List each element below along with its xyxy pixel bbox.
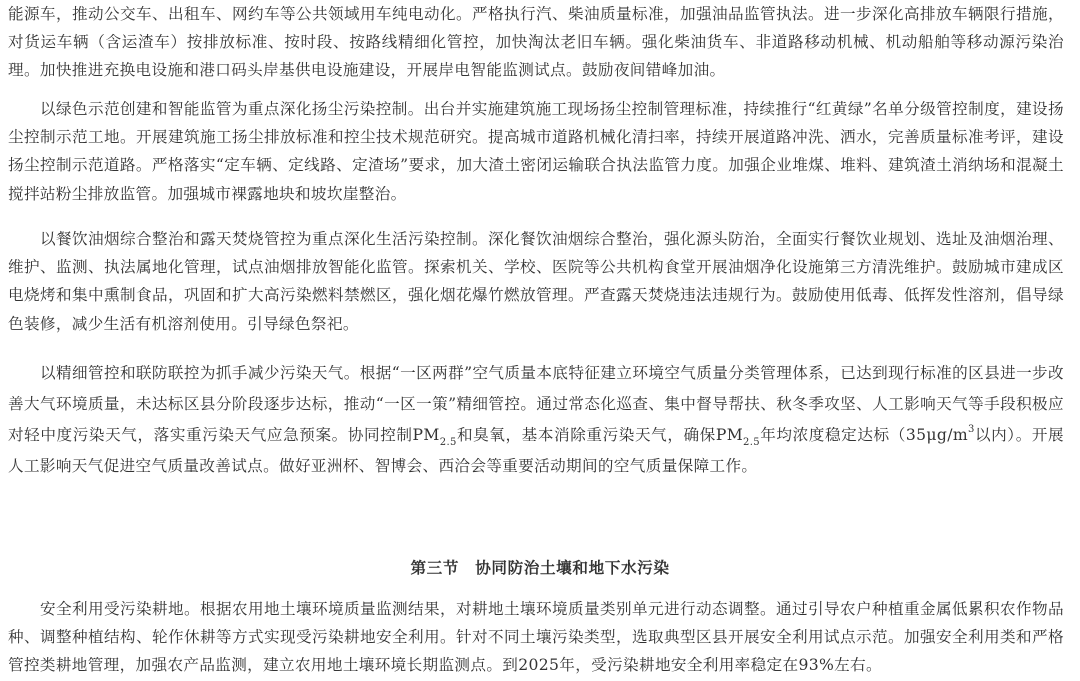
paragraph-text-part: 年均浓度稳定达标（35μg/m — [760, 426, 968, 444]
paragraph-polluted-weather-reduction — [8, 358, 1064, 482]
paragraph-household-pollution-control: 以餐饮油烟综合整治和露天焚烧管控为重点深化生活污染控制。深化餐饮油烟综合整治，强化源头防治，全面实行餐饮业规划、选址及油烟治理、维护、监测、执法属地化管理，试点油烟排放智能化监管。探索机关、学校、医院等公共机构食堂开展油烟净化设施第三方清洗维护。鼓励城市建成区电烧烤和集中熏制食品，巩固和扩大高污染燃料禁燃区，强化烟花爆竹燃放管理。严查露天焚烧违法违规行为。鼓励使用低毒、低挥发性溶剂，倡导绿色装修，减少生活有机溶剂使用。引导绿色祭祀。 — [8, 230, 1064, 333]
paragraph-text-part: 和臭氧，基本消除重污染天气，确保PM — [456, 426, 744, 444]
pm-subscript: 2.5 — [743, 437, 760, 448]
section-heading: 第三节 协同防治土壤和地下水污染 — [410, 558, 670, 577]
pm-subscript: 2.5 — [439, 437, 457, 448]
unit-superscript: 3 — [967, 424, 975, 435]
paragraph-polluted-farmland-use: 安全利用受污染耕地。根据农用地土壤环境质量监测结果，对耕地土壤环境质量类别单元进行动态调整。通过引导农户种植重金属低累积农作物品种、调整种植结构、轮作休耕等方式实现受污染耕地安全利用。针对不同土壤污染类型，选取典型区县开展安全利用试点示范。加强安全利用类和严格管控类耕地管理，加强农产品监测，建立农用地土壤环境长期监测点。到2025年，受污染耕地安全利用率稳定在93%左右。 — [8, 600, 1064, 675]
paragraph-mobile-source-pollution: 能源车，推动公交车、出租车、网约车等公共领域用车纯电动化。严格执行汽、柴油质量标准，加强油品监管执法。进一步深化高排放车辆限行措施，对货运车辆（含运渣车）按排放标准、按时段、按路线精细化管控，加快淘汰老旧车辆。强化柴油货车、非道路移动机械、机动船舶等移动源污染治理。加快推进充换电设施和港口码头岸基供电设施建设，开展岸电智能监测试点。鼓励夜间错峰加油。 — [8, 5, 1064, 80]
paragraph-text-part: 以内）。开展人工影响天气促进空气质量改善试点。做好亚洲杯、智博会、西洽会等重要活动期间的空气质量保障工作。 — [8, 426, 1064, 475]
paragraph-text-part: 以精细管控和联防联控为抓手减少污染天气。根据“一区两群”空气质量本底特征建立环境空气质量分类管理体系，已达到现行标准的区县进一步改善大气环境质量，未达标区县分阶段逐步达标，推动“一区一策”精细管控。通过常态化巡查、集中督导帮扶、秋冬季攻坚、人工影响天气等手段积极应对轻中度污染天气，落实重污染天气应急预案。协同控制PM — [8, 364, 1064, 444]
paragraph-dust-pollution-control: 以绿色示范创建和智能监管为重点深化扬尘污染控制。出台并实施建筑施工现场扬尘控制管理标准，持续推行“红黄绿”名单分级管控制度，建设扬尘控制示范工地。开展建筑施工扬尘排放标准和控尘技术规范研究。提高城市道路机械化清扫率，持续开展道路冲洗、洒水，完善质量标准考评，建设扬尘控制示范道路。严格落实“定车辆、定线路、定渣场”要求，加大渣土密闭运输联合执法监管力度。加强企业堆煤、堆料、建筑渣土消纳场和混凝土搅拌站粉尘排放监管。加强城市裸露地块和坡坎崖整治。 — [8, 100, 1064, 203]
